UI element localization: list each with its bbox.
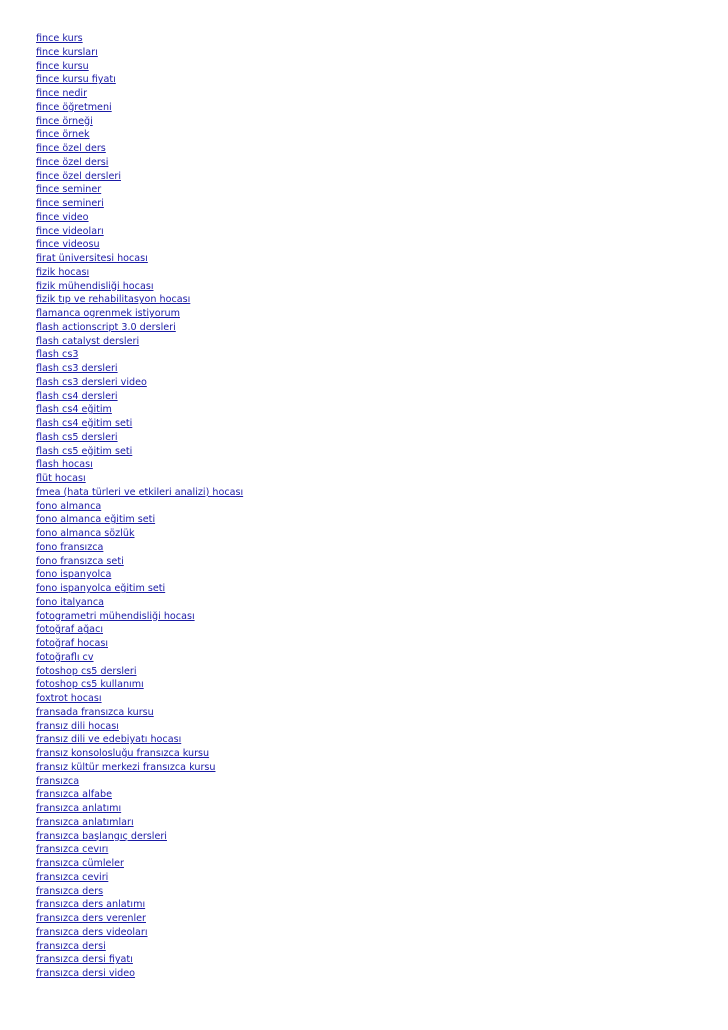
keyword-link[interactable]: fotoğraf ağacı [36, 624, 104, 636]
keyword-link[interactable]: fono almanca [36, 500, 102, 512]
list-item [36, 280, 243, 294]
keyword-link[interactable]: fono italyanca [36, 596, 105, 608]
keyword-link[interactable]: flash cs3 dersleri [36, 363, 118, 374]
keyword-link[interactable]: flash cs4 dersleri [36, 390, 118, 402]
keyword-link[interactable]: fince kursları [36, 46, 98, 58]
list-item [36, 857, 243, 871]
list-item [36, 431, 243, 445]
list-item [36, 733, 243, 747]
list-item [36, 376, 243, 390]
keyword-link[interactable]: fransızca alfabe [36, 789, 112, 801]
list-item [36, 926, 243, 940]
list-item [36, 568, 243, 582]
keyword-link[interactable]: fransız kültür merkezi fransızca kursu [36, 761, 216, 773]
keyword-link[interactable]: fince nedir [36, 88, 88, 99]
list-item [36, 225, 243, 239]
keyword-link[interactable]: flash cs3 [36, 349, 79, 361]
keyword-link[interactable]: fince seminer [36, 184, 102, 196]
keyword-link[interactable]: flash cs5 dersleri [36, 431, 118, 443]
list-item [36, 445, 243, 459]
keyword-link[interactable]: fransızca dersi fiyatı [36, 954, 133, 966]
list-item [36, 472, 243, 486]
keyword-link[interactable]: fizik mühendisliği hocası [36, 280, 154, 292]
keyword-link[interactable]: fince videosu [36, 239, 100, 251]
list-item [36, 183, 243, 197]
keyword-link[interactable]: fizik tıp ve rehabilitasyon hocası [36, 294, 191, 306]
keyword-link[interactable]: fransızca ders videoları [36, 926, 148, 938]
keyword-link[interactable]: flash actionscript 3.0 dersleri [36, 321, 176, 333]
list-item [36, 348, 243, 362]
list-item [36, 403, 243, 417]
list-item [36, 912, 243, 926]
list-item [36, 898, 243, 912]
keyword-link[interactable]: fmea (hata türleri ve etkileri analizi) hocası [36, 486, 244, 498]
list-item [36, 843, 243, 857]
list-item [36, 623, 243, 637]
keyword-link[interactable]: flash hocası [36, 459, 93, 471]
keyword-link[interactable]: fince öğretmeni [36, 101, 112, 113]
list-item [36, 32, 243, 46]
list-item [36, 142, 243, 156]
list-item [36, 362, 243, 376]
keyword-link[interactable]: fono ispanyolca eğitim seti [36, 583, 166, 594]
list-item [36, 458, 243, 472]
keyword-link[interactable]: flamanca ogrenmek istiyorum [36, 308, 180, 319]
keyword-link[interactable]: fince semineri [36, 198, 104, 209]
list-item [36, 541, 243, 555]
list-item [36, 816, 243, 830]
keyword-link[interactable]: fransızca [36, 775, 80, 787]
keyword-link[interactable]: fince kurs [36, 33, 83, 44]
list-item [36, 266, 243, 280]
keyword-link[interactable]: fince videoları [36, 225, 104, 237]
keyword-link[interactable]: fotoğraf hocası [36, 638, 108, 649]
list-item [36, 486, 243, 500]
list-item [36, 706, 243, 720]
keyword-link[interactable]: fransızca cümleler [36, 858, 124, 869]
list-item [36, 293, 243, 307]
list-item [36, 500, 243, 514]
keyword-link[interactable]: fransızca anlatımı [36, 803, 122, 814]
keyword-link[interactable]: fransızca dersi [36, 940, 106, 952]
keyword-link[interactable]: flash catalyst dersleri [36, 335, 140, 347]
list-item [36, 197, 243, 211]
list-item [36, 871, 243, 885]
list-item [36, 967, 243, 981]
keyword-link[interactable]: fince örnek [36, 129, 90, 141]
keyword-link[interactable]: flash cs3 dersleri video [36, 376, 147, 388]
list-item [36, 390, 243, 404]
list-item [36, 596, 243, 610]
keyword-link[interactable]: fransız dili ve edebiyatı hocası [36, 734, 182, 746]
keyword-link[interactable]: fono fransızca [36, 541, 104, 553]
keyword-link[interactable]: fransız dili hocası [36, 720, 119, 732]
keyword-link[interactable]: fince kursu fiyatı [36, 74, 116, 86]
keyword-link[interactable]: fransızca ders anlatımı [36, 899, 146, 911]
list-item [36, 335, 243, 349]
list-item [36, 73, 243, 87]
keyword-link[interactable]: fransızca anlatımları [36, 816, 134, 828]
keyword-link[interactable]: fince özel dersleri [36, 170, 121, 182]
keyword-link[interactable]: fransada fransızca kursu [36, 706, 154, 718]
list-item [36, 417, 243, 431]
keyword-link[interactable]: fono ispanyolca [36, 569, 112, 581]
keyword-link[interactable]: flash cs4 eğitim seti [36, 418, 133, 429]
list-item [36, 610, 243, 624]
list-item [36, 87, 243, 101]
list-item [36, 692, 243, 706]
list-item [36, 953, 243, 967]
list-item [36, 788, 243, 802]
list-item [36, 582, 243, 596]
keyword-link[interactable]: fono almanca eğitim seti [36, 514, 156, 526]
keyword-link[interactable]: fransızca ceviri [36, 871, 109, 883]
list-item [36, 115, 243, 129]
list-item [36, 238, 243, 252]
keyword-link[interactable]: fransız konsolosluğu fransızca kursu [36, 748, 210, 759]
list-item [36, 101, 243, 115]
list-item [36, 60, 243, 74]
list-item [36, 761, 243, 775]
list-item [36, 747, 243, 761]
keyword-link[interactable]: fono fransızca seti [36, 555, 124, 567]
keyword-link[interactable]: fizik hocası [36, 266, 90, 278]
list-item [36, 885, 243, 899]
list-item [36, 527, 243, 541]
list-item [36, 802, 243, 816]
list-item [36, 830, 243, 844]
list-item [36, 307, 243, 321]
keyword-link[interactable]: fransızca ders verenler [36, 913, 146, 924]
keyword-link[interactable]: fono almanca sözlük [36, 528, 135, 539]
list-item [36, 940, 243, 954]
list-item [36, 252, 243, 266]
keyword-link[interactable]: fotoğraflı cv [36, 651, 94, 663]
list-item [36, 170, 243, 184]
keyword-link-list [36, 32, 243, 981]
list-item [36, 651, 243, 665]
keyword-link[interactable]: fransızca ders [36, 885, 104, 897]
list-item [36, 321, 243, 335]
keyword-link[interactable]: foxtrot hocası [36, 693, 102, 704]
list-item [36, 46, 243, 60]
keyword-link[interactable]: fransızca cevırı [36, 844, 109, 856]
keyword-link[interactable]: fransızca dersi video [36, 968, 136, 979]
list-item [36, 775, 243, 789]
list-item [36, 637, 243, 651]
list-item [36, 678, 243, 692]
keyword-link[interactable]: fotoshop cs5 dersleri [36, 665, 137, 677]
keyword-link[interactable]: firat üniversitesi hocası [36, 253, 148, 264]
keyword-link[interactable]: fince örneği [36, 115, 93, 127]
keyword-link[interactable]: flash cs4 eğitim [36, 404, 112, 416]
keyword-link[interactable]: fince özel dersi [36, 156, 109, 168]
keyword-link[interactable]: flash cs5 eğitim seti [36, 445, 133, 457]
list-item [36, 665, 243, 679]
keyword-link[interactable]: flüt hocası [36, 473, 86, 484]
keyword-link[interactable]: fince video [36, 211, 89, 223]
keyword-link[interactable]: fotoshop cs5 kullanımı [36, 679, 144, 691]
list-item [36, 128, 243, 142]
keyword-link[interactable]: fince kursu [36, 60, 89, 72]
list-item [36, 513, 243, 527]
list-item [36, 211, 243, 225]
keyword-link[interactable]: fotogrametri mühendisliği hocası [36, 610, 195, 622]
list-item [36, 555, 243, 569]
keyword-link[interactable]: fransızca başlangıç dersleri [36, 830, 167, 842]
keyword-link[interactable]: fince özel ders [36, 143, 106, 154]
list-item [36, 720, 243, 734]
list-item [36, 156, 243, 170]
